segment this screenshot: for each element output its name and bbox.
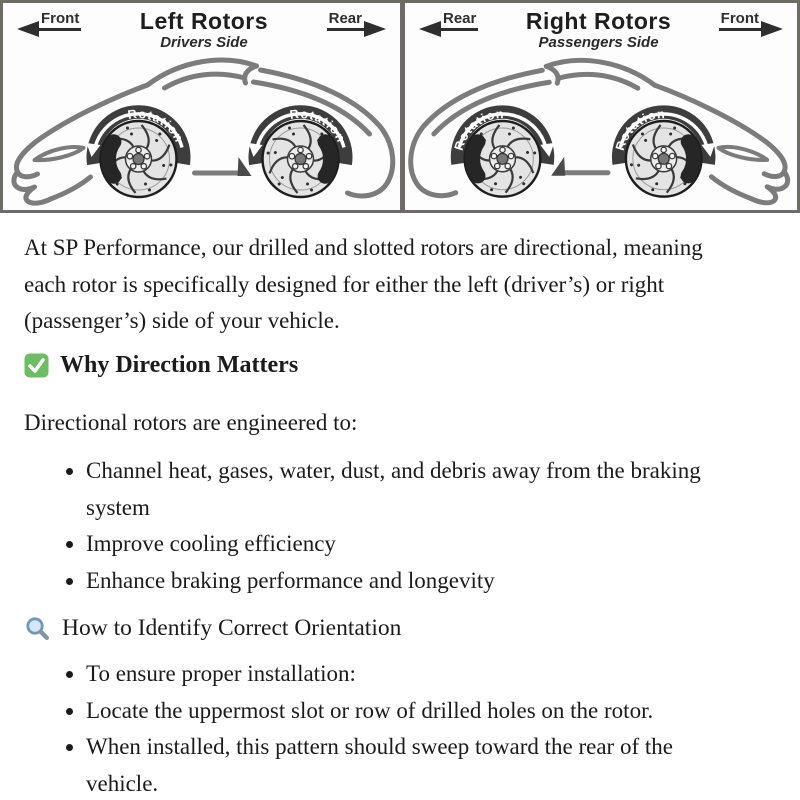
rotation-label: Rotation [288,106,349,145]
left-car-illustration [3,47,400,210]
identify-bullet-list [24,656,736,800]
rear-label: Rear [327,10,364,31]
front-direction [17,10,81,31]
right-panel-titles [526,8,671,51]
front-label: Front [719,10,761,31]
list-item: • Enhance braking performance and longevity [86,563,736,600]
left-panel-header [3,3,400,49]
front-direction [719,10,783,31]
list-item: • Channel heat, gases, water, dust, and debris away from the braking system [86,453,736,526]
right-rotors-panel [400,3,797,210]
panel-subtitle: Drivers Side [160,34,248,51]
why-bullet-list [24,453,736,599]
rear-label: Rear [441,10,478,31]
list-item: • Improve cooling efficiency [86,526,736,563]
left-rotors-panel [3,3,400,210]
rotation-label: Rotation [451,106,505,153]
list-item: • When installed, this pattern should sweep toward the rear of the vehicle. [86,729,736,800]
intro-paragraph: At SP Performance, our drilled and slotted rotors are directional, meaning each rotor is specifically designed for either the left (driver’s) or right (passenger’s) side of your vehicle. [24,235,703,333]
right-car-illustration [405,47,797,210]
panel-subtitle: Passengers Side [538,34,659,51]
article-body [0,213,760,800]
front-label: Front [39,10,81,31]
right-panel-header [405,3,797,49]
panel-title: Left Rotors [139,8,269,34]
left-panel-titles [140,8,268,51]
heading-text: How to Identify Correct Orientation [62,615,402,641]
magnifier-icon [24,615,51,642]
front-arrow-icon [761,21,783,37]
identify-heading [24,615,736,642]
list-item: • Locate the uppermost slot or row of drilled holes on the rotor. [86,693,736,730]
panel-title: Right Rotors [525,8,672,34]
check-icon [24,353,49,378]
heading-text: Why Direction Matters [60,351,299,378]
rear-arrow-icon [419,21,441,37]
rear-direction [327,10,386,31]
rear-arrow-icon [364,21,386,37]
why-direction-heading [24,352,736,379]
lead-paragraph: Directional rotors are engineered to: [24,409,358,435]
front-arrow-icon [17,21,39,37]
rotation-label: Rotation [612,106,666,153]
rear-direction [419,10,478,31]
rotation-label: Rotation [126,106,187,145]
rotor-direction-diagram [0,0,800,213]
list-item: • To ensure proper installation: [86,656,736,693]
